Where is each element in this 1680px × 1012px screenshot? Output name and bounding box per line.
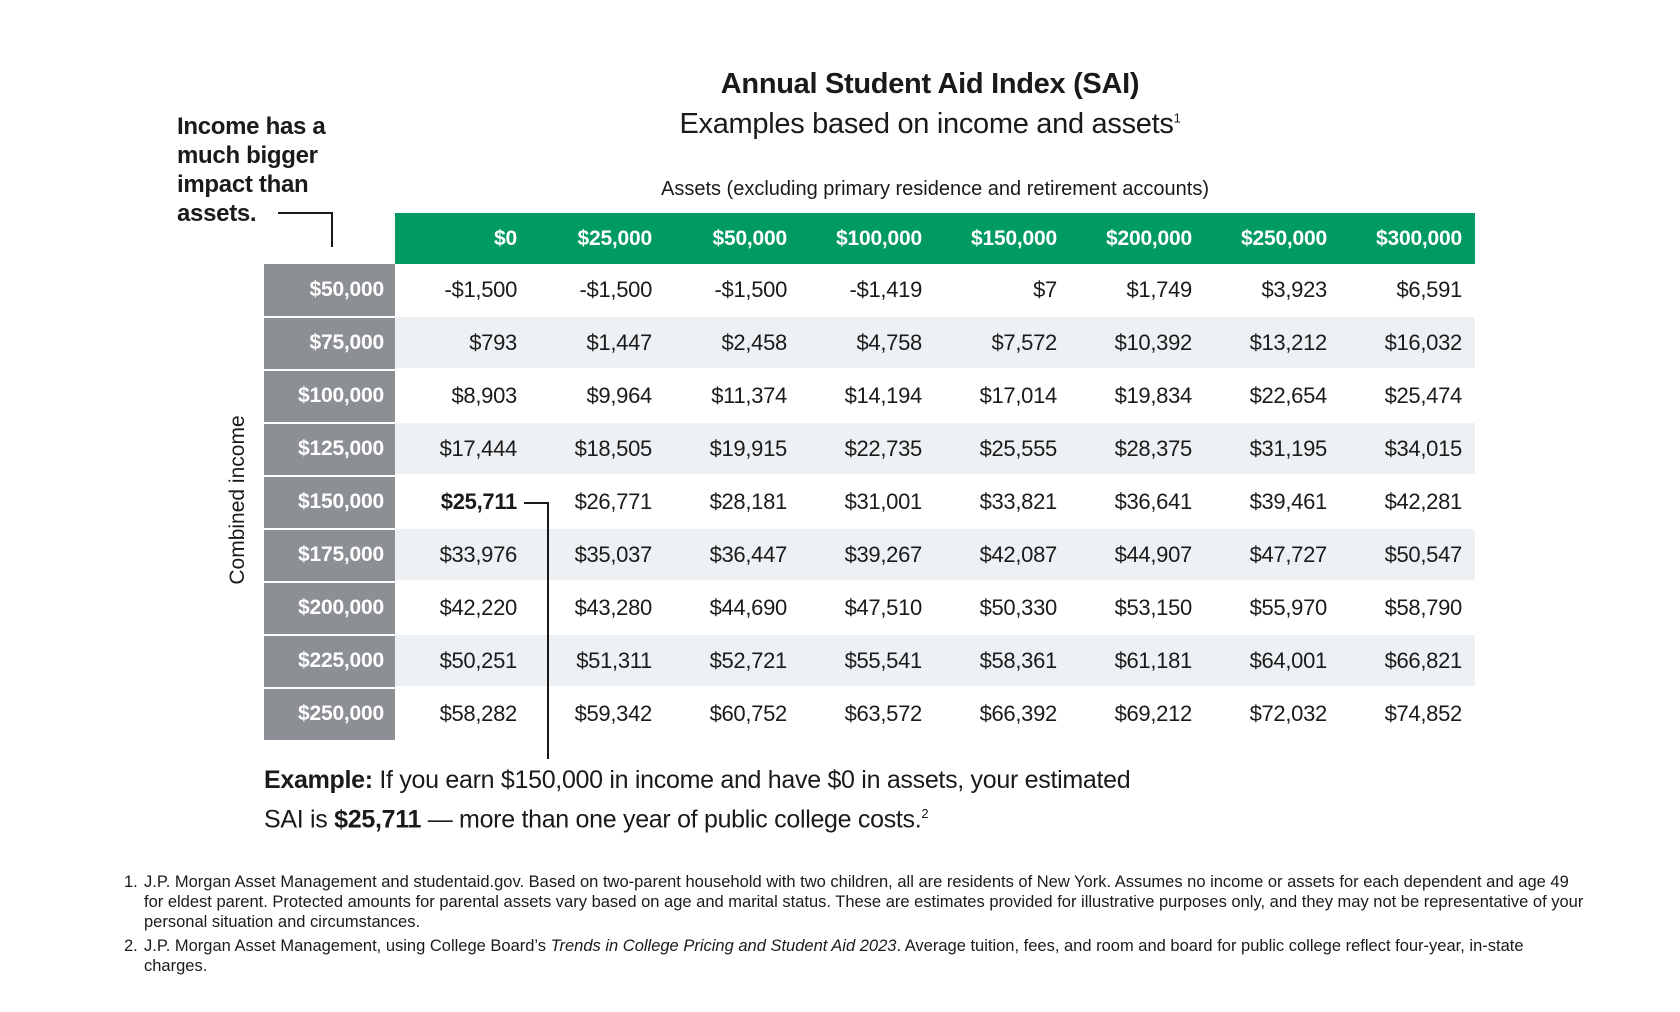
table-cell: $28,375 — [1114, 436, 1192, 461]
footnote-source-title: Trends in College Pricing and Student Aid 2023 — [550, 937, 897, 955]
table-cell: $25,711 — [440, 489, 517, 514]
table-cell: $55,541 — [844, 648, 922, 673]
column-header: $300,000 — [1376, 227, 1462, 250]
table-cell: $25,474 — [1384, 383, 1462, 408]
footnotes — [124, 872, 1584, 980]
table-cell: $44,690 — [709, 595, 787, 620]
row-header: $200,000 — [298, 596, 384, 619]
table-cell: $39,267 — [844, 542, 922, 567]
table-cell: $36,447 — [709, 542, 787, 567]
table-cell: $42,281 — [1384, 489, 1462, 514]
row-header: $125,000 — [298, 437, 384, 460]
example-footnote-marker: 2 — [921, 806, 929, 821]
table-cell: $72,032 — [1249, 701, 1327, 726]
column-header: $0 — [494, 227, 517, 250]
example-text-part1: If you earn $150,000 in income and have $0 in assets, your estimated SAI is — [264, 766, 1131, 834]
callout-text: Income has a much bigger impact than assets. — [177, 113, 326, 227]
row-header: $250,000 — [298, 702, 384, 725]
table-cell: $17,014 — [979, 383, 1057, 408]
table-cell: $19,915 — [709, 436, 787, 461]
x-axis-label: Assets (excluding primary residence and retirement accounts) — [660, 178, 1210, 200]
table-cell: $1,447 — [586, 330, 652, 355]
table-cell: -$1,500 — [579, 277, 652, 302]
table-cell: $31,195 — [1249, 436, 1327, 461]
table-cell: $10,392 — [1114, 330, 1192, 355]
example-lead: Example: — [264, 766, 373, 794]
example-connector-vertical — [547, 502, 549, 759]
table-cell: $793 — [469, 330, 517, 355]
table-cell: $47,727 — [1249, 542, 1327, 567]
column-header: $250,000 — [1241, 227, 1327, 250]
footnote-text-post: . Average tuition, fees, and room and board for public college reflect four-year, in-state charges. — [144, 937, 1524, 975]
table-cell: $64,001 — [1249, 648, 1327, 673]
table-cell: $74,852 — [1384, 701, 1462, 726]
table-cell: $22,654 — [1249, 383, 1327, 408]
table-cell: $44,907 — [1114, 542, 1192, 567]
subtitle-text: Examples based on income and assets — [679, 108, 1174, 140]
column-header: $200,000 — [1106, 227, 1192, 250]
column-header: $25,000 — [577, 227, 652, 250]
footnote-text-pre: J.P. Morgan Asset Management, using College Board’s — [144, 937, 551, 955]
row-header: $150,000 — [298, 490, 384, 513]
table-cell: -$1,500 — [714, 277, 787, 302]
footnote-text — [144, 936, 1584, 976]
table-cell: $61,181 — [1114, 648, 1192, 673]
table-cell: $9,964 — [586, 383, 652, 408]
table-cell: $28,181 — [709, 489, 787, 514]
table-cell: $2,458 — [721, 330, 787, 355]
table-cell: $31,001 — [844, 489, 922, 514]
subtitle-footnote-marker: 1 — [1173, 110, 1181, 126]
table-cell: $59,342 — [574, 701, 652, 726]
table-cell: $51,311 — [576, 648, 652, 673]
table-cell: -$1,500 — [444, 277, 517, 302]
table-cell: $33,821 — [979, 489, 1057, 514]
table-cell: $69,212 — [1114, 701, 1192, 726]
row-header: $175,000 — [298, 543, 384, 566]
table-cell: $66,392 — [979, 701, 1057, 726]
row-header: $225,000 — [298, 649, 384, 672]
footnote-number: 1. — [124, 873, 138, 891]
callout-connector-horizontal — [278, 212, 333, 214]
column-header-row — [395, 213, 1475, 264]
table-cell: $8,903 — [451, 383, 517, 408]
table-cell: $6,591 — [1396, 277, 1462, 302]
callout-connector-vertical — [331, 212, 333, 247]
table-cell: $42,087 — [979, 542, 1057, 567]
table-cell: $26,771 — [574, 489, 652, 514]
table-cell: $50,330 — [979, 595, 1057, 620]
table-cell: $58,361 — [979, 648, 1057, 673]
footnote-number: 2. — [124, 937, 138, 955]
example-value: $25,711 — [334, 805, 422, 834]
table-cell: $63,572 — [844, 701, 922, 726]
table-cell: $7,572 — [991, 330, 1057, 355]
table-cell: $60,752 — [709, 701, 787, 726]
table-cell: $47,510 — [844, 595, 922, 620]
chart-title: Annual Student Aid Index (SAI) — [720, 68, 1140, 100]
table-cell: $17,444 — [439, 436, 517, 461]
table-cell: $52,721 — [709, 648, 787, 673]
table-cell: $39,461 — [1249, 489, 1327, 514]
footnote-text: J.P. Morgan Asset Management and studentaid.gov. Based on two-parent household with two children, all are residents of New York. Assumes no income or assets for each dependent and age 49 for eldest parent. Protected amounts for parental assets vary based on age and marital status. These are estimates provided for illustrative purposes only, and they may not be representative of your personal situation and circumstances. — [144, 873, 1584, 931]
table-cell: $16,032 — [1384, 330, 1462, 355]
table-cell: $58,282 — [439, 701, 517, 726]
table-cell: $14,194 — [844, 383, 922, 408]
table-cell: $22,735 — [844, 436, 922, 461]
y-axis-label: Combined income — [226, 415, 249, 585]
table-cell: $25,555 — [979, 436, 1057, 461]
example-text — [264, 764, 1164, 836]
row-header: $75,000 — [309, 331, 384, 354]
table-cell: $50,547 — [1384, 542, 1462, 567]
table-cell: $13,212 — [1249, 330, 1327, 355]
table-cell: -$1,419 — [849, 277, 922, 302]
table-cell: $7 — [1033, 277, 1057, 302]
example-text-part2: — more than one year of public college costs. — [421, 805, 922, 834]
row-header: $50,000 — [309, 278, 384, 301]
table-cell: $18,505 — [574, 436, 652, 461]
table-cell: $35,037 — [574, 542, 652, 567]
example-connector-horizontal — [524, 502, 549, 504]
footnote-2 — [124, 936, 1584, 976]
row-header: $100,000 — [298, 384, 384, 407]
table-cell: $66,821 — [1384, 648, 1462, 673]
table-cell: $53,150 — [1114, 595, 1192, 620]
table-cell: $43,280 — [574, 595, 652, 620]
table-cell: $36,641 — [1114, 489, 1192, 514]
table-cell: $34,015 — [1384, 436, 1462, 461]
table-cell: $3,923 — [1261, 277, 1327, 302]
table-cell: $50,251 — [439, 648, 517, 673]
table-cell: $1,749 — [1126, 277, 1192, 302]
table-cell: $42,220 — [439, 595, 517, 620]
table-cell: $55,970 — [1249, 595, 1327, 620]
table-cell: $19,834 — [1114, 383, 1192, 408]
table-cell: $58,790 — [1384, 595, 1462, 620]
column-header: $50,000 — [712, 227, 787, 250]
table-cell: $4,758 — [856, 330, 922, 355]
column-header: $150,000 — [971, 227, 1057, 250]
table-cell: $33,976 — [439, 542, 517, 567]
column-header: $100,000 — [836, 227, 922, 250]
footnote-1 — [124, 872, 1584, 932]
table-cell: $11,374 — [711, 383, 787, 408]
